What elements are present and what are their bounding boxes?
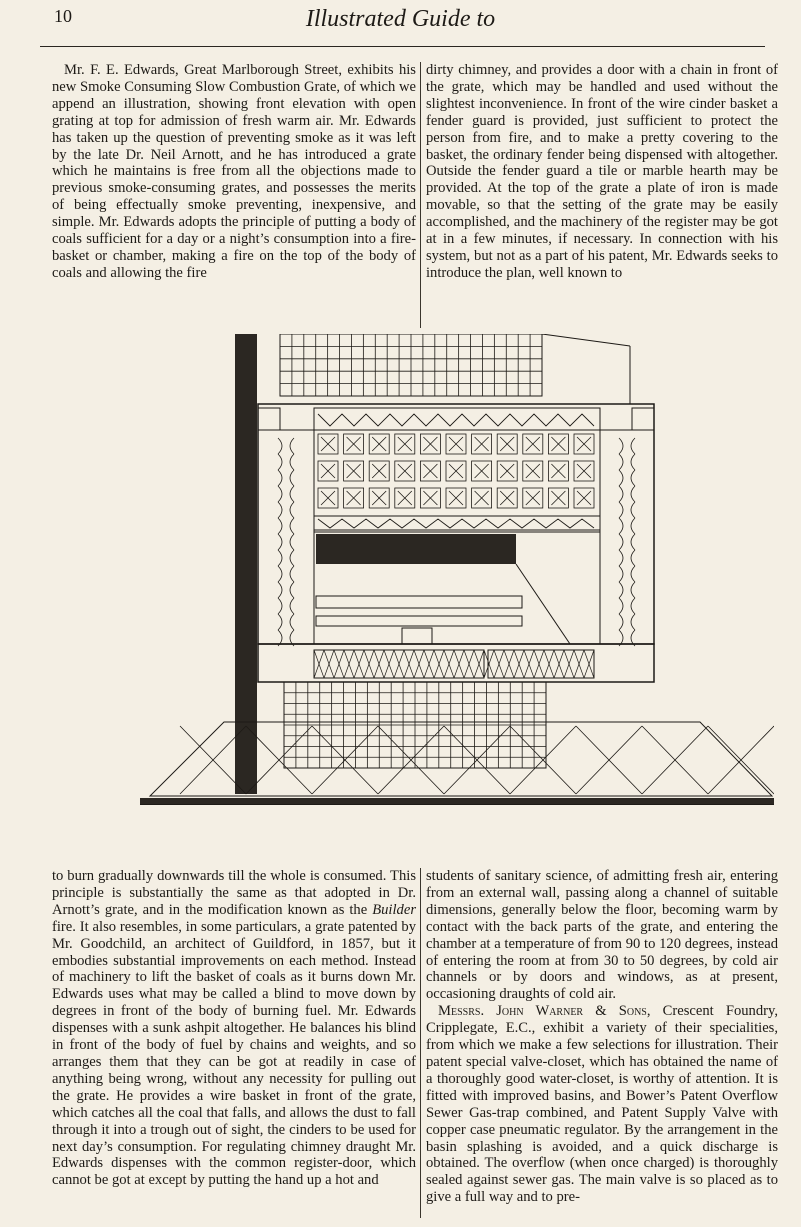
text-before-builder: to burn gradually downwards till the whole is consumed. This principle is substantially the same as that adopted in Dr. Arnott’s grate, and in the modification known as the <box>52 868 416 918</box>
scroll-ornament <box>290 502 294 518</box>
blind-shading <box>316 534 516 564</box>
hearth-edge <box>140 798 774 804</box>
scroll-ornament <box>631 534 635 550</box>
scroll-ornament <box>631 502 635 518</box>
column-divider-top <box>420 62 421 328</box>
column-divider-bottom <box>420 868 421 1218</box>
scroll-ornament <box>631 598 635 614</box>
basket-bar-lower <box>316 616 522 626</box>
paragraph-warner <box>426 1003 778 1206</box>
scroll-ornament <box>278 470 282 486</box>
scroll-ornament <box>631 550 635 566</box>
scroll-ornament <box>278 582 282 598</box>
door-handle <box>402 628 432 644</box>
basket-bar-upper <box>316 596 522 608</box>
scroll-ornament <box>631 470 635 486</box>
scroll-ornament <box>619 502 623 518</box>
hood-line <box>542 334 630 346</box>
scroll-ornament <box>290 566 294 582</box>
scroll-ornament <box>278 502 282 518</box>
scroll-ornament <box>619 470 623 486</box>
scroll-ornament <box>290 582 294 598</box>
scroll-ornament <box>290 486 294 502</box>
corner-ornament-right <box>632 408 654 430</box>
scroll-ornament <box>631 486 635 502</box>
scroll-ornament <box>290 454 294 470</box>
scroll-ornament <box>290 598 294 614</box>
header-rule <box>40 46 765 47</box>
back-shadow <box>235 334 257 794</box>
scroll-ornament <box>619 518 623 534</box>
scroll-ornament <box>619 614 623 630</box>
scroll-ornament <box>290 550 294 566</box>
scroll-ornament <box>278 614 282 630</box>
scroll-ornament <box>631 582 635 598</box>
scroll-ornament <box>278 454 282 470</box>
blind-chain <box>516 564 570 644</box>
fender-guard-right <box>488 650 594 678</box>
scroll-ornament <box>631 454 635 470</box>
scroll-ornament <box>631 518 635 534</box>
scroll-ornament <box>631 438 635 454</box>
scroll-ornament <box>290 518 294 534</box>
builder-title: Builder <box>372 901 416 918</box>
scroll-ornament <box>619 550 623 566</box>
scroll-ornament <box>631 566 635 582</box>
column-top-right <box>426 62 778 282</box>
scroll-ornament <box>290 534 294 550</box>
scroll-ornament <box>278 438 282 454</box>
warner-description: Crescent Foundry, Cripplegate, E.C., exhibit a variety of their specialities, from which we make a few selections for illustration. Their patent special valve-closet, which has obtained the name of a thoroughly good water-closet, is worthy of attention. It is fitted with improved basins, and Bower’s Patent Overflow Sewer Gas-trap combined, and Patent Supply Valve with copper case pneumatic regulator. By the arrangement in the basin splashing is avoided, and a quick discharge is obtained. The overflow (when once charged) is thoroughly sealed against sewer gas. The main valve is so placed as to give a full way and to pre- <box>426 1003 778 1206</box>
paragraph-burning-principle <box>52 868 416 1189</box>
scroll-ornament <box>278 518 282 534</box>
page-number: 10 <box>54 6 72 26</box>
scroll-ornament <box>278 534 282 550</box>
running-title: Illustrated Guide to <box>305 6 496 32</box>
scroll-ornament <box>619 454 623 470</box>
scroll-ornament <box>290 470 294 486</box>
scroll-ornament <box>290 438 294 454</box>
scroll-ornament <box>619 438 623 454</box>
paragraph-chimney: dirty chimney, and provides a door with a chain in front of the grate, which may be handled and used without the slightest inconvenience. In front of the wire cinder basket a fender guard is provided, just sufficient to protect the person from fire, and to make a pretty covering to the basket, the ordinary fender being dispensed with altogether. Outside the fender guard a tile or marble hearth may be provided. At the top of the grate a plate of iron is made movable, so that the setting of the grate may be easily accomplished, and the machinery of the register may be got at in a few minutes, if necessary. In connection with his system, but not as a part of his patent, Mr. Edwards seeks to introduce the plan, well known to <box>426 62 778 281</box>
scroll-ornament <box>278 550 282 566</box>
scroll-ornament <box>619 566 623 582</box>
scroll-ornament <box>619 582 623 598</box>
grate-illustration <box>140 334 774 858</box>
text-after-builder: fire. It also resembles, in some particulars, a grate patented by Mr. Goodchild, an architect of Guildford, in 1857, but it embodies substantial improvements on each method. Instead of machinery to lift the basket of coals as it burns down Mr. Edwards uses what may be called a blind to move down by degrees in front of the body of burning fuel. Mr. Edwards dispenses with a sunk ashpit altogether. He balances his blind in front of the body of fuel by chains and weights, and so arranges them that they can be got at readily in case of anything being wrong, without any necessity for pulling out the grate. He provides a wire basket in front of the grate, which catches all the coal that falls, and allows the dust to fall through it into a trough out of sight, the cinders to be used for next day’s consumption. For regulating chimney draught Mr. Edwards dispenses with the common register-door, which cannot be got at except by putting the hand up a hot and <box>52 918 416 1189</box>
column-bottom-right <box>426 868 778 1206</box>
corner-ornament-left <box>258 408 280 430</box>
pilaster-right <box>600 430 654 644</box>
scroll-ornament <box>290 614 294 630</box>
pilaster-left <box>258 430 314 644</box>
scroll-ornament <box>619 534 623 550</box>
paragraph-edwards-intro: Mr. F. E. Edwards, Great Marlborough Street, exhibits his new Smoke Consuming Slow Combustion Grate, of which we append an illustration, showing front elevation with open grating at top for admission of fresh warm air. Mr. Edwards has taken up the question of preventing smoke as it was left by the late Dr. Neil Arnott, and he has introduced a grate which he maintains is free from all the objections made to previous smoke-consuming grates, and possesses the merits of being effectually smoke preventing, inexpensive, and simple. Mr. Edwards adopts the principle of putting a body of coals sufficient for a day or a night’s consumption into a fire-basket or chamber, making a fire on the top of the body of coals and allowing the fire <box>52 62 416 281</box>
column-top-left <box>52 62 416 282</box>
scroll-ornament <box>619 486 623 502</box>
scroll-ornament <box>619 598 623 614</box>
warner-firm-name: Messrs. John Warner & Sons, <box>438 1003 651 1020</box>
scroll-ornament <box>278 566 282 582</box>
column-bottom-left <box>52 868 416 1189</box>
scroll-ornament <box>278 486 282 502</box>
scroll-ornament <box>631 614 635 630</box>
scroll-ornament <box>278 598 282 614</box>
paragraph-fresh-air: students of sanitary science, of admitting fresh air, entering from an external wall, passing along a channel of suitable dimensions, generally below the floor, becoming warm by contact with the back parts of the grate, and entering the chamber at a temperature of from 90 to 120 degrees, instead of entering the room at from 30 to 50 degrees, by cold air channels or by doors and windows, as at present, occasioning draughts of cold air. <box>426 868 778 1003</box>
